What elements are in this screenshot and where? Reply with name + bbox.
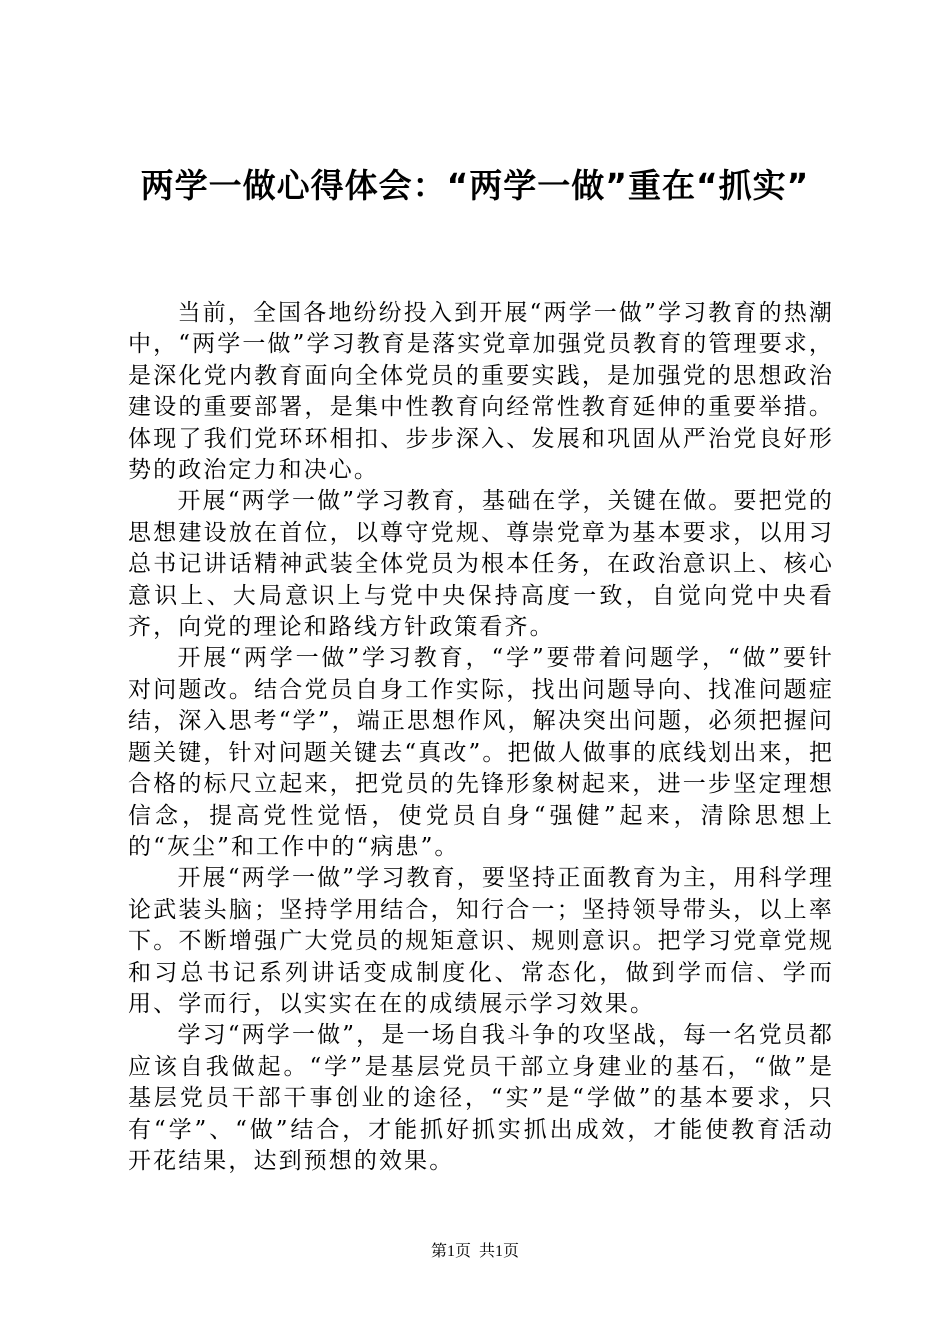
page-number: 第1页 [430, 1243, 471, 1260]
document-title: 两学一做心得体会：“两学一做”重在“抓实” [140, 166, 810, 205]
page-total: 共1页 [479, 1243, 520, 1260]
body-paragraph: 开展“两学一做”学习教育，“学”要带着问题学，“做”要针对问题改。结合党员自身工作实际，找出问题导向、找准问题症结，深入思考“学”，端正思想作风，解决突出问题，必须把握问题关键，针对问题关键去“真改”。把做人做事的底线划出来，把合格的标尺立起来，把党员的先锋形象树起来，进一步坚定理想信念，提高党性觉悟，使党员自身“强健”起来，清除思想上的“灰尘”和工作中的“病患”。 [128, 645, 834, 860]
body-paragraph: 开展“两学一做”学习教育，要坚持正面教育为主，用科学理论武装头脑；坚持学用结合，知行合一；坚持领导带头，以上率下。不断增强广大党员的规矩意识、规则意识。把学习党章党规和习总书记系列讲话变成制度化、常态化，做到学而信、学而用、学而行，以实实在在的成绩展示学习效果。 [128, 865, 834, 1017]
page-footer [0, 1242, 950, 1262]
body-paragraph: 学习“两学一做”，是一场自我斗争的攻坚战，每一名党员都应该自我做起。“学”是基层党员干部立身建业的基石，“做”是基层党员干部干事创业的途径，“实”是“学做”的基本要求，只有“学”、“做”结合，才能抓好抓实抓出成效，才能使教育活动开花结果，达到预想的效果。 [128, 1022, 834, 1174]
document-body [128, 298, 834, 1177]
body-paragraph: 开展“两学一做”学习教育，基础在学，关键在做。要把党的思想建设放在首位，以尊守党规、尊崇党章为基本要求，以用习总书记讲话精神武装全体党员为根本任务，在政治意识上、核心意识上、大局意识上与党中央保持高度一致，自觉向党中央看齐，向党的理论和路线方针政策看齐。 [128, 488, 834, 641]
body-paragraph: 当前，全国各地纷纷投入到开展“两学一做”学习教育的热潮中，“两学一做”学习教育是落实党章加强党员教育的管理要求，是深化党内教育面向全体党员的重要实践，是加强党的思想政治建设的重要部署，是集中性教育向经常性教育延伸的重要举措。体现了我们党环环相扣、步步深入、发展和巩固从严治党良好形势的政治定力和决心。 [128, 300, 834, 484]
